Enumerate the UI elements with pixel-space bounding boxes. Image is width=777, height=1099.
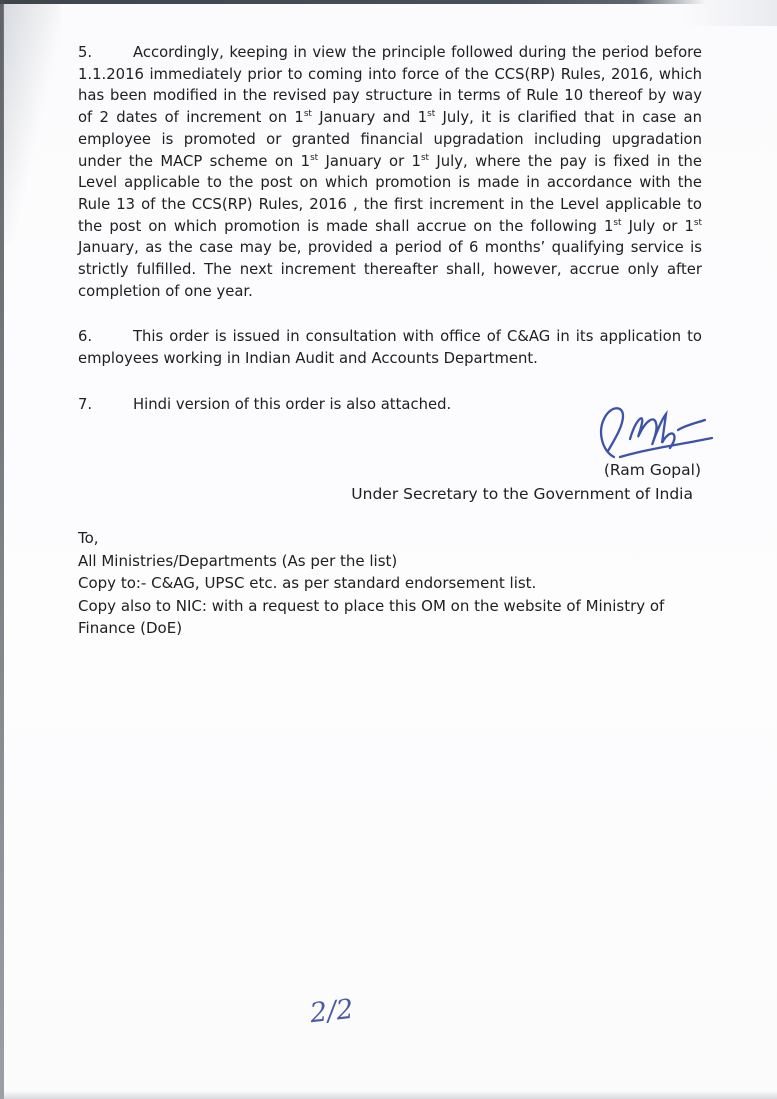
paragraph-5-text: Accordingly, keeping in view the principle followed during the period before 1.1.2016 immediately prior to coming into force of the CCS(RP) Rules, 2016, which has been modified in the revised pay structure in terms of Rule 10 thereof by way of 2 dates of increment on 1st January and 1st July, it is clarified that in case an employee is promoted or granted financial upgradation including upgradation under the MACP scheme on 1st January or 1st July, where the pay is fixed in the Level applicable to the post on which promotion is made in accordance with the Rule 13 of the CCS(RP) Rules, 2016 , the first increment in the Level applicable to the post on which promotion is made shall accrue on the following 1st July or 1st January, as the case may be, provided a period of 6 months’ qualifying service is strictly fulfilled. The next increment thereafter shall, however, accrue only after completion of one year. [78, 44, 702, 300]
address-line-to: To, [78, 529, 99, 547]
paragraph-6 [78, 326, 702, 369]
address-block [78, 527, 690, 640]
paragraph-5 [78, 42, 702, 302]
paragraph-7-text: Hindi version of this order is also attached. [133, 395, 452, 413]
scan-edge-left-shadow [3, 4, 61, 244]
address-line-ministries: All Ministries/Departments (As per the list) [78, 551, 398, 570]
handwritten-page-number: 2/2 [308, 993, 355, 1030]
scan-edge-top-right [682, 0, 777, 26]
paragraph-6-number: 6. [78, 328, 93, 346]
scan-edge-top [0, 0, 706, 4]
document-body [78, 42, 702, 440]
paragraph-5-number: 5. [78, 44, 93, 61]
paragraph-7-number: 7. [78, 395, 93, 413]
signatory-name: (Ram Gopal) [603, 461, 701, 479]
address-line-copy-to: Copy to:- C&AG, UPSC etc. as per standard endorsement list. [78, 574, 537, 592]
signatory-title: Under Secretary to the Government of India [351, 485, 693, 503]
address-line-copy-nic: Copy also to NIC: with a request to place this OM on the website of Ministry of Finance (DoE) [78, 596, 665, 637]
scan-edge-bottom [0, 1091, 777, 1099]
paragraph-6-text: This order is issued in consultation with office of C&AG in its application to employees working in Indian Audit and Accounts Department. [78, 328, 702, 368]
handwritten-signature [592, 403, 724, 461]
